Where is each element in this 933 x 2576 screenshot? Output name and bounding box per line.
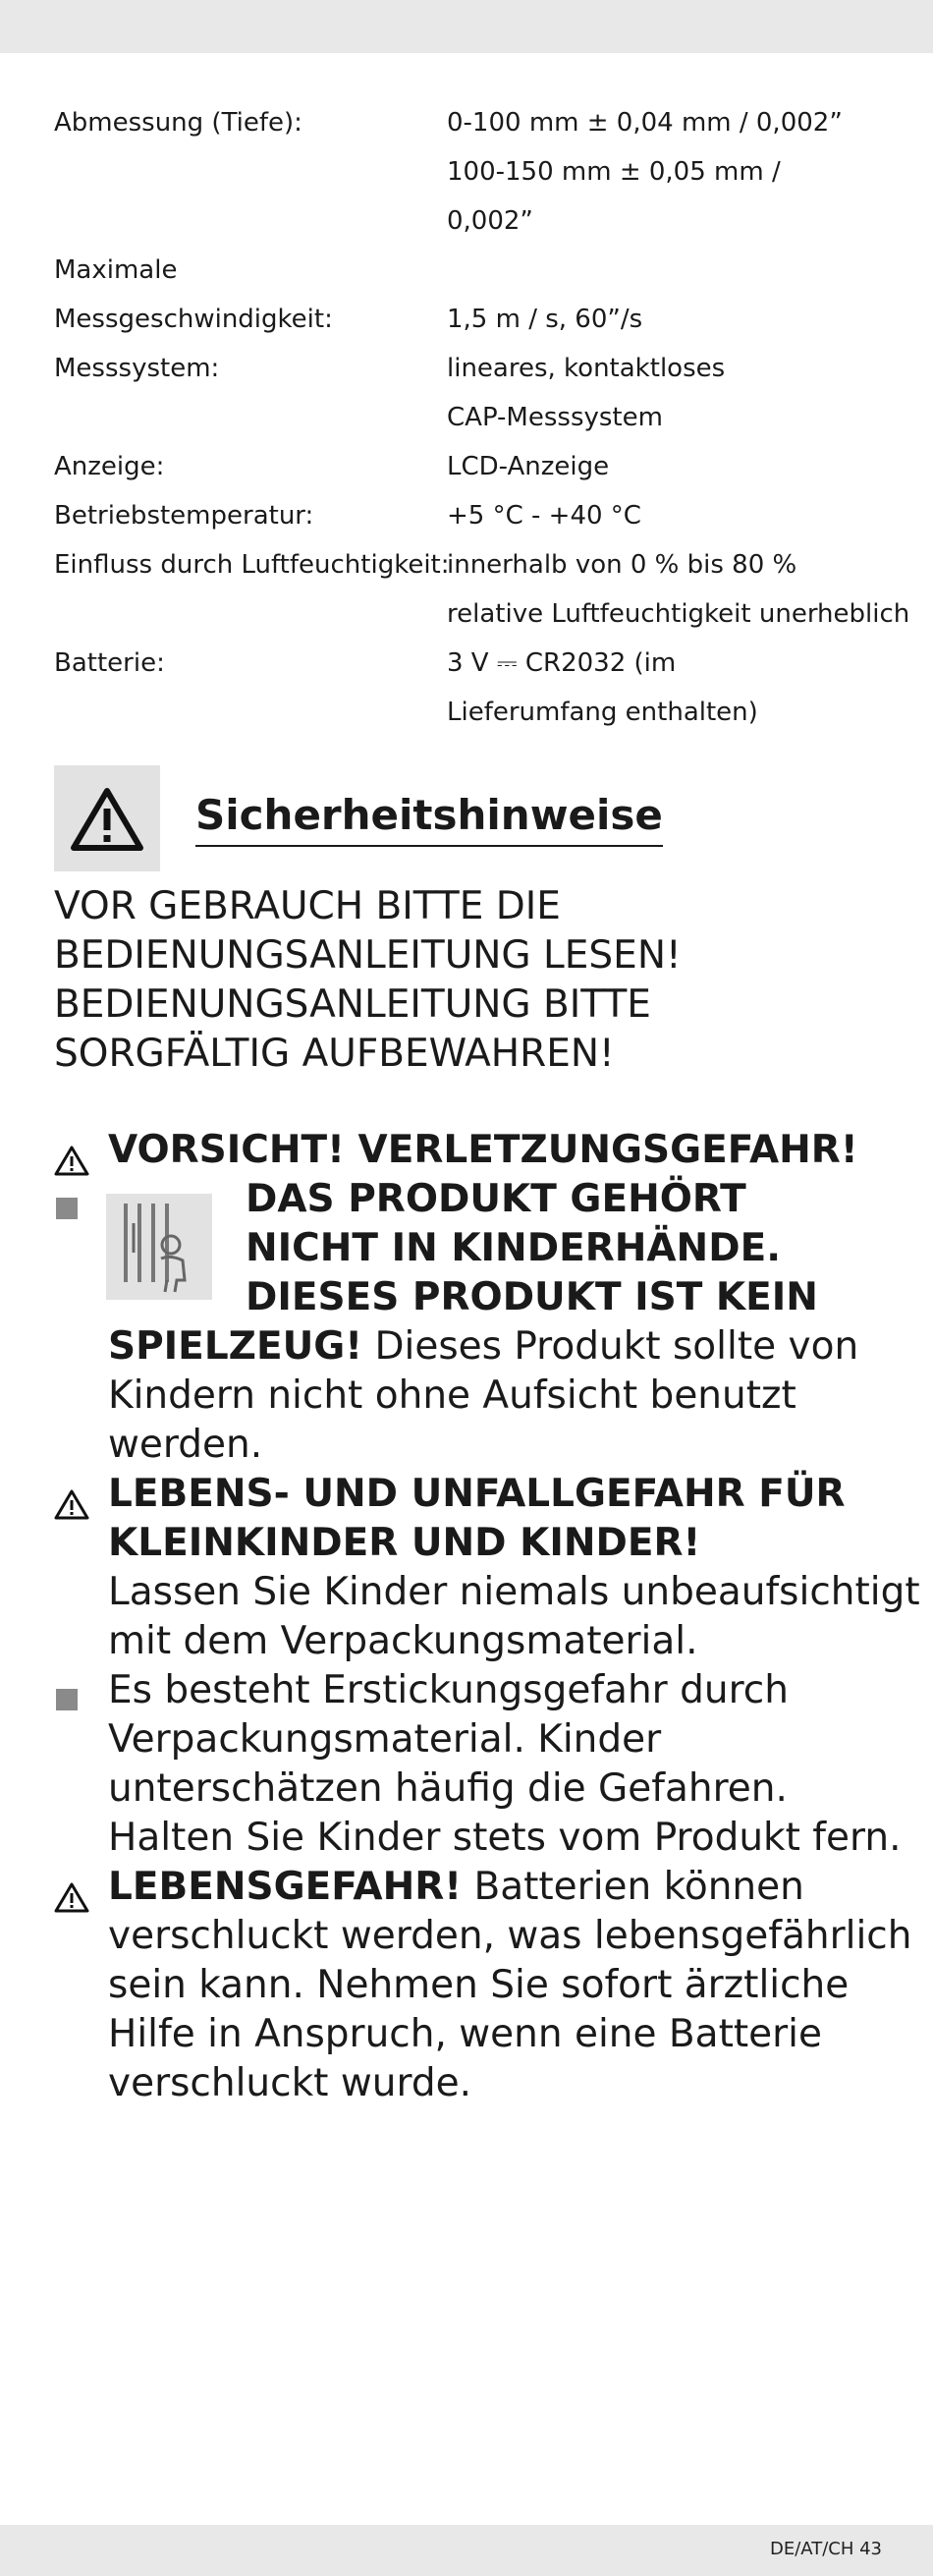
warning-text: Batterien können bbox=[462, 1865, 804, 1909]
child-warning-line: NICHT IN KINDERHÄNDE. bbox=[246, 1226, 782, 1270]
child-warning-text bbox=[108, 1322, 858, 1470]
spec-value bbox=[447, 344, 899, 442]
warning-triangle-icon bbox=[54, 1140, 93, 1189]
warning-triangle-icon bbox=[54, 1876, 93, 1926]
warning-text: Lassen Sie Kinder niemals unbeaufsichtigt bbox=[108, 1570, 920, 1614]
specifications-list bbox=[54, 98, 910, 737]
spec-value-line: 1,5 m / s, 60”/s bbox=[447, 305, 643, 334]
notice-line: BEDIENUNGSANLEITUNG LESEN! bbox=[54, 933, 682, 978]
spec-label: Messsystem: bbox=[54, 354, 220, 383]
spec-value-line: 0-100 mm ± 0,04 mm / 0,002” bbox=[447, 108, 843, 138]
spec-value-line: CAP-Messsystem bbox=[447, 403, 663, 432]
spec-value-line: innerhalb von 0 % bis 80 % bbox=[447, 550, 797, 580]
warning-triangle-icon bbox=[54, 1484, 93, 1533]
child-warning-line: DAS PRODUKT GEHÖRT bbox=[246, 1177, 746, 1221]
bullet-square bbox=[56, 1198, 78, 1219]
read-instructions-notice bbox=[54, 882, 682, 1079]
spec-value bbox=[447, 491, 899, 540]
spec-label: Anzeige: bbox=[54, 452, 165, 481]
spec-label: Betriebstemperatur: bbox=[54, 501, 314, 531]
warning-text: sein kann. Nehmen Sie sofort ärztliche bbox=[108, 1963, 850, 2007]
spec-value bbox=[447, 442, 899, 491]
spec-value-line: 3 V ⎓ CR2032 (im bbox=[447, 648, 677, 678]
warning-text: verschluckt werden, was lebensgefährlich bbox=[108, 1914, 912, 1958]
spec-value-line: lineares, kontaktloses bbox=[447, 354, 726, 383]
warning-text: Hilfe in Anspruch, wenn eine Batterie bbox=[108, 2012, 823, 2056]
spec-value-line: relative Luftfeuchtigkeit unerheblich bbox=[447, 599, 910, 629]
spec-value bbox=[447, 246, 899, 295]
warning-text: verschluckt wurde. bbox=[108, 2061, 471, 2105]
spec-row bbox=[54, 98, 899, 246]
spec-value-line: 100-150 mm ± 0,05 mm / bbox=[447, 157, 781, 187]
bullet-text: Verpackungsmaterial. Kinder bbox=[108, 1717, 662, 1762]
toy-warning: SPIELZEUG! bbox=[108, 1324, 363, 1369]
child-warning-line: Kindern nicht ohne Aufsicht benutzt bbox=[108, 1373, 796, 1418]
bullet-text: Es besteht Erstickungsgefahr durch bbox=[108, 1668, 789, 1712]
bullet-text: unterschätzen häufig die Gefahren. bbox=[108, 1766, 788, 1811]
safety-heading bbox=[54, 764, 663, 872]
spec-row bbox=[54, 442, 899, 491]
warning-title: KLEINKINDER UND KINDER! bbox=[108, 1521, 701, 1565]
spec-row bbox=[54, 246, 899, 295]
spec-label: Messgeschwindigkeit: bbox=[54, 305, 333, 334]
warning-life-accident bbox=[54, 1470, 920, 1666]
spec-value bbox=[447, 540, 909, 639]
warning-title: LEBENS- UND UNFALLGEFAHR FÜR bbox=[108, 1472, 846, 1516]
warning-icon bbox=[54, 765, 160, 871]
spec-value-line: Lieferumfang enthalten) bbox=[447, 698, 758, 727]
spec-row bbox=[54, 344, 899, 442]
header-bar bbox=[0, 0, 933, 53]
child-warning-line: Dieses Produkt sollte von bbox=[362, 1324, 859, 1369]
spec-row bbox=[54, 639, 899, 737]
spec-row bbox=[54, 491, 899, 540]
warning-text: mit dem Verpackungsmaterial. bbox=[108, 1619, 698, 1663]
spec-row bbox=[54, 295, 899, 344]
spec-value-line: LCD-Anzeige bbox=[447, 452, 610, 481]
notice-line: SORGFÄLTIG AUFBEWAHREN! bbox=[54, 1032, 615, 1076]
spec-value-line: +5 °C - +40 °C bbox=[447, 501, 641, 531]
spec-value-line: 0,002” bbox=[447, 206, 533, 236]
page-number: DE/AT/CH 43 bbox=[769, 2539, 882, 2559]
notice-line: VOR GEBRAUCH BITTE DIE bbox=[54, 884, 561, 928]
section-title: Sicherheitshinweise bbox=[195, 791, 663, 847]
child-warning-title bbox=[246, 1175, 818, 1322]
warning-title: VORSICHT! VERLETZUNGSGEFAHR! bbox=[108, 1128, 858, 1172]
spec-value bbox=[447, 98, 899, 246]
spec-row bbox=[54, 540, 910, 639]
spec-value bbox=[447, 295, 899, 344]
child-warning-line: werden. bbox=[108, 1423, 263, 1467]
child-hazard-icon bbox=[106, 1194, 212, 1300]
warning-title: LEBENSGEFAHR! bbox=[108, 1865, 463, 1909]
warning-injury bbox=[54, 1126, 858, 1175]
warning-battery bbox=[54, 1863, 911, 2108]
spec-label: Abmessung (Tiefe): bbox=[54, 108, 302, 138]
spec-label: Maximale bbox=[54, 255, 178, 285]
spec-label: Batterie: bbox=[54, 648, 165, 678]
child-warning-line: DIESES PRODUKT IST KEIN bbox=[246, 1275, 818, 1319]
bullet-text: Halten Sie Kinder stets vom Produkt fern. bbox=[108, 1816, 902, 1860]
spec-label: Einfluss durch Luftfeuchtigkeit: bbox=[54, 550, 450, 580]
suffocation-bullet bbox=[54, 1666, 902, 1863]
spec-value bbox=[447, 639, 899, 737]
bullet-square bbox=[56, 1689, 78, 1710]
notice-line: BEDIENUNGSANLEITUNG BITTE bbox=[54, 982, 651, 1027]
